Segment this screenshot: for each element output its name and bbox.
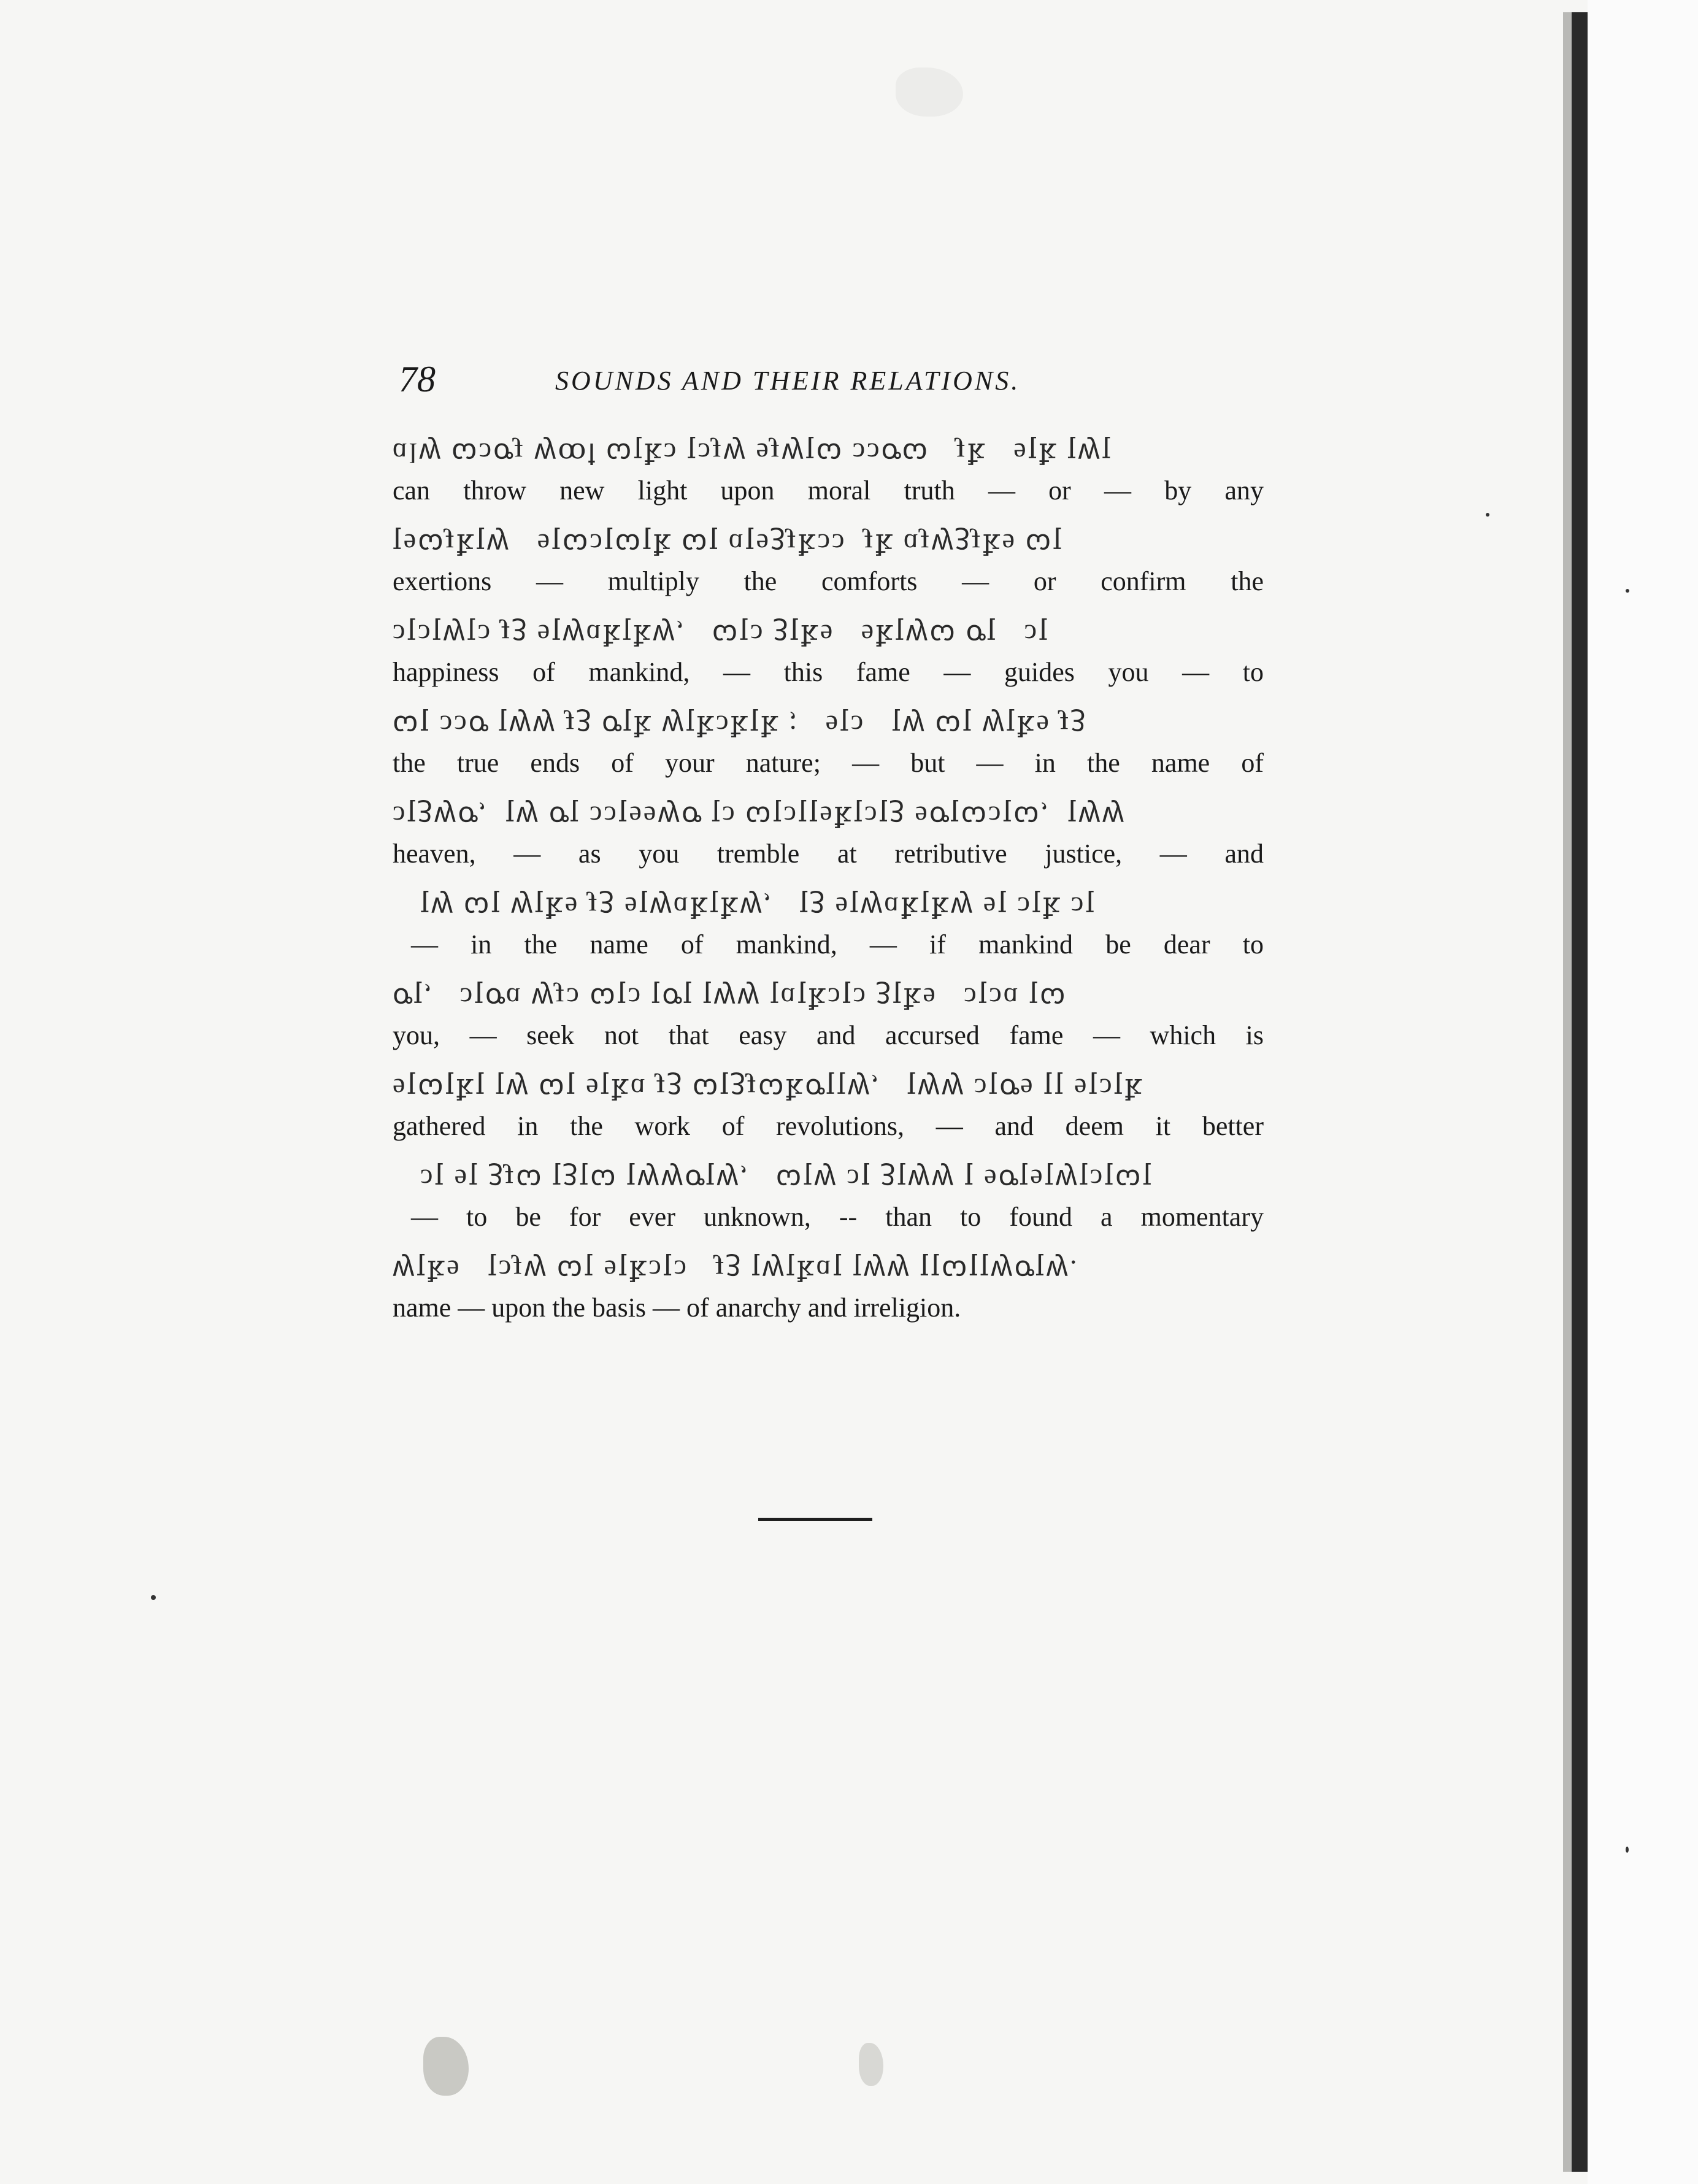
english-line: — in the name of mankind, — if mankind be dear to (411, 929, 1264, 959)
visible-speech-line: ɔꞁɔꞁꝡꞁɔ ɟꝫ ɘꞁꝡɑꝁꞁꝁꝡ, ꞷꞁɔ ꝫꞁꝁɘ ɘꝁꞁꝡꞷ ꝍꞁ ɔꞁ (393, 619, 1050, 650)
running-head (399, 355, 1258, 404)
scan-speck (151, 1595, 156, 1600)
line-pair (393, 796, 1264, 886)
line-pair (393, 523, 1264, 614)
scan-speck (1626, 1847, 1629, 1853)
visible-speech-line: ꝡꞁꝁɘ ꞁɔɟꝡ ꞷꞁ ɘꞁꝁɔꞁɔ ɟꝫ ꞁꝡꞁꝁɑꞁ ꞁꝡꝡ ꞁꞁꞷꞁꞁꝡꝍꞁꝡ. (393, 1255, 1079, 1286)
visible-speech-line: ɑlꝡ ꞷɔꝍɟ ꝡꝏꝉ ꞷꞁꝁɔ ꞁɔɟꝡ ɘɟꝡꞁꞷ ɔɔꝍꞷ ɟꝁ ɘꞁꝁ ꞁꝡꞁ (393, 437, 1113, 469)
page-margin-right (1588, 0, 1698, 2184)
english-line: — to be for ever unknown, -- than to found a momentary (411, 1202, 1264, 1232)
english-line: can throw new light upon moral truth — or — by any (393, 475, 1264, 506)
english-line: name — upon the basis — of anarchy and irreligion. (393, 1293, 961, 1323)
line-pair (393, 1250, 1264, 1340)
line-pair (393, 1159, 1264, 1250)
text-block (393, 433, 1264, 1340)
scan-speck (1486, 513, 1489, 517)
book-binding-edge (1572, 12, 1588, 2172)
line-pair (393, 705, 1264, 796)
visible-speech-line: ɔꞁ ɘꞁ ꝫɟꞷ ꞁꝫꞁꞷ ꞁꝡꝡꝍꞁꝡ, ꞷꞁꝡ ɔꞁ ꝫꞁꝡꝡ ꞁ ɘꝍꞁɘꞁꝡꞁɔꞁꞷꞁ (420, 1164, 1154, 1195)
english-line: exertions — multiply the comforts — or confirm the (393, 566, 1264, 596)
line-pair (393, 433, 1264, 523)
line-pair (393, 1068, 1264, 1159)
line-pair (393, 977, 1264, 1068)
visible-speech-line: ɔꞁꝫꝡꝍ, ꞁꝡ ꝍꞁ ɔɔꞁɘɘꝡꝍ ꞁɔ ꞷꞁɔꞁꞁɘꝁꞁɔꞁꝫ ɘꝍꞁꞷɔꞁꞷ, ꞁꝡꝡ (393, 801, 1126, 832)
visible-speech-line: ꞁꝡ ꞷꞁ ꝡꞁꝁɘ ɟꝫ ɘꞁꝡɑꝁꞁꝁꝡ, ꞁꝫ ɘꞁꝡɑꝁꞁꝁꝡ ɘꞁ ɔꞁꝁ ɔꞁ (420, 891, 1097, 923)
english-line: happiness of mankind, — this fame — guides you — to (393, 657, 1264, 687)
visible-speech-line: ꞁɘꞷɟꝁꞁꝡ ɘꞁꞷɔꞁꞷꞁꝁ ꞷꞁ ɑꞁɘꝫɟꝁɔɔ ɟꝁ ɑɟꝡꝫɟꝁɘ ꞷꞁ (393, 528, 1064, 559)
page-number: 78 (399, 359, 436, 399)
visible-speech-line: ꞷꞁ ɔɔꝍ ꞁꝡꝡ ɟꝫ ꝍꞁꝁ ꝡꞁꝁɔꝁꞁꝁ ; ɘꞁɔ ꞁꝡ ꞷꞁ ꝡꞁꝁɘ ɟꝫ (393, 710, 1088, 741)
line-pair (393, 614, 1264, 705)
running-title: SOUNDS AND THEIR RELATIONS. (555, 366, 1021, 396)
visible-speech-line: ɘꞁꞷꞁꝁꞁ ꞁꝡ ꞷꞁ ɘꞁꝁɑ ɟꝫ ꞷꞁꝫɟꞷꝁꝍꞁꞁꝡ, ꞁꝡꝡ ɔꞁꝍɘ ꞁꞁ ɘꞁɔꞁꝁ (393, 1073, 1145, 1104)
closing-rule (758, 1518, 872, 1521)
binding-shadow (1563, 12, 1572, 2172)
english-line: the true ends of your nature; — but — in the name of (393, 748, 1264, 778)
visible-speech-line: ꝍꞁ, ɔꞁꝍɑ ꝡɟɔ ꞷꞁɔ ꞁꝍꞁ ꞁꝡꝡ ꞁɑꞁꝁɔꞁɔ ꝫꞁꝁɘ ɔꞁɔɑ ꞁꞷ (393, 982, 1067, 1013)
english-line: gathered in the work of revolutions, — and deem it better (393, 1111, 1264, 1141)
line-pair (393, 886, 1264, 977)
english-line: heaven, — as you tremble at retributive justice, — and (393, 839, 1264, 869)
scan-speck (1626, 589, 1629, 593)
english-line: you, — seek not that easy and accursed fame — which is (393, 1020, 1264, 1050)
